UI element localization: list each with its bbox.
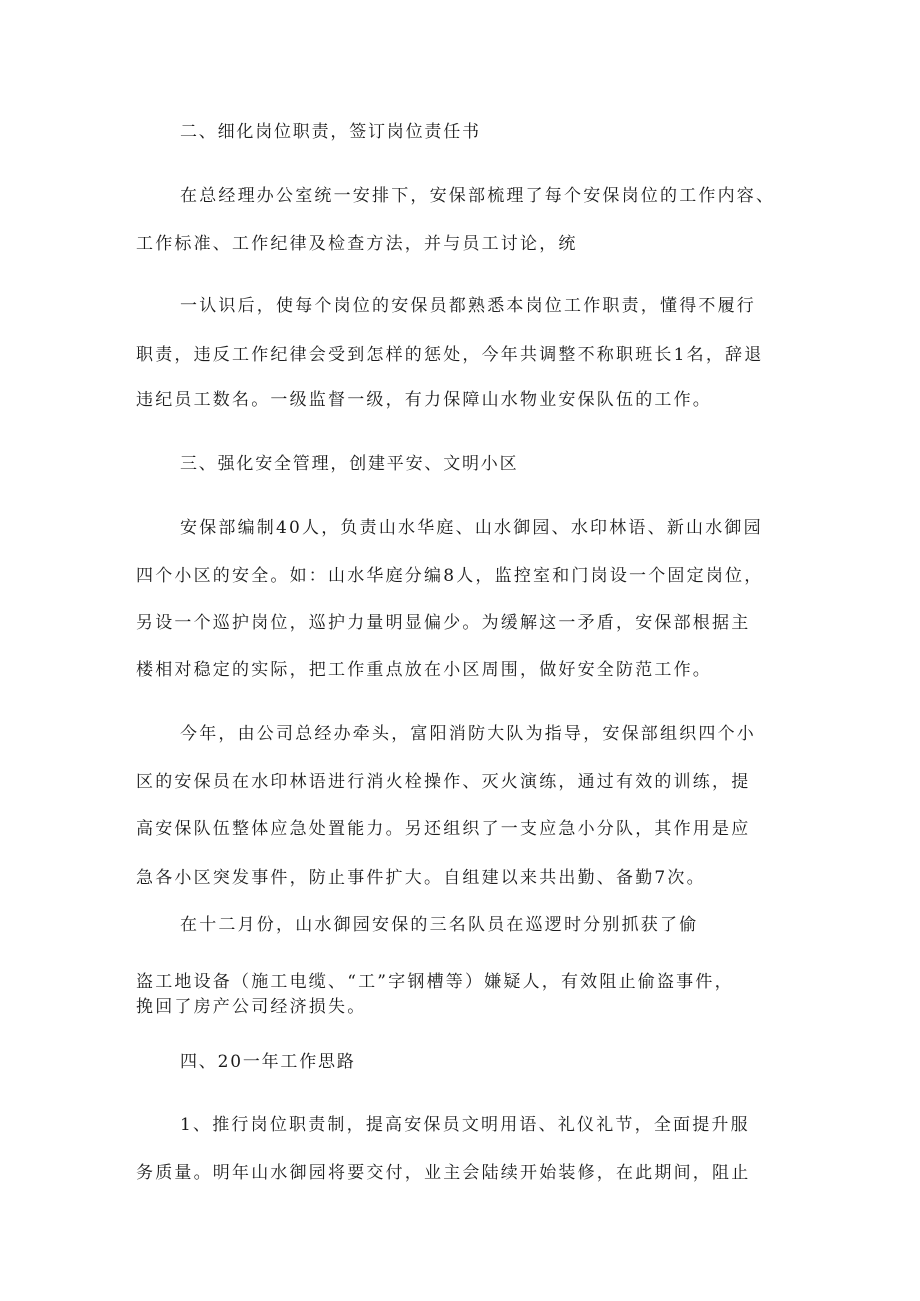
paragraph-line: 在总经理办公室统一安排下，安保部梳理了每个安保岗位的工作内容、 bbox=[180, 186, 776, 206]
paragraph-line: 一认识后，使每个岗位的安保员都熟悉本岗位工作职责，懂得不履行 bbox=[180, 296, 756, 316]
paragraph-line: 盗工地设备（施工电缆、“工”字钢槽等）嫌疑人，有效阻止偷盗事件， bbox=[136, 972, 734, 992]
paragraph-line: 1、推行岗位职责制，提高安保员文明用语、礼仪礼节，全面提升服 bbox=[180, 1115, 750, 1135]
paragraph-line: 楼相对稳定的实际，把工作重点放在小区周围，做好安全防范工作。 bbox=[136, 660, 712, 680]
paragraph-line: 四个小区的安全。如：山水华庭分编8人，监控室和门岗设一个固定岗位， bbox=[136, 566, 764, 586]
paragraph-line: 区的安保员在水印林语进行消火栓操作、灭火演练，通过有效的训练，提 bbox=[136, 772, 751, 792]
paragraph-line: 另设一个巡护岗位，巡护力量明显偏少。为缓解这一矛盾，安保部根据主 bbox=[136, 613, 751, 633]
paragraph-line: 今年，由公司总经办牵头，富阳消防大队为指导，安保部组织四个小 bbox=[180, 724, 756, 744]
paragraph-line: 违纪员工数名。一级监督一级，有力保障山水物业安保队伍的工作。 bbox=[136, 390, 712, 410]
paragraph-line: 在十二月份，山水御园安保的三名队员在巡逻时分别抓获了偷 bbox=[180, 915, 699, 935]
paragraph-line: 急各小区突发事件，防止事件扩大。自组建以来共出勤、备勤7次。 bbox=[136, 868, 706, 888]
section-heading-4: 四、20一年工作思路 bbox=[180, 1052, 356, 1072]
paragraph-line: 务质量。明年山水御园将要交付，业主会陆续开始装修，在此期间，阻止 bbox=[136, 1163, 751, 1183]
paragraph-line: 工作标准、工作纪律及检查方法，并与员工讨论，统 bbox=[136, 234, 578, 254]
paragraph-line: 挽回了房产公司经济损失。 bbox=[136, 997, 367, 1017]
paragraph-line: 安保部编制40人，负责山水华庭、山水御园、水印林语、新山水御园 bbox=[180, 518, 763, 538]
section-heading-2: 二、细化岗位职责，签订岗位责任书 bbox=[180, 122, 481, 142]
paragraph-line: 高安保队伍整体应急处置能力。另还组织了一支应急小分队，其作用是应 bbox=[136, 819, 751, 839]
paragraph-line: 职责，违反工作纪律会受到怎样的惩处，今年共调整不称职班长1名，辞退 bbox=[136, 345, 764, 365]
section-heading-3: 三、强化安全管理，创建平安、文明小区 bbox=[180, 454, 519, 474]
